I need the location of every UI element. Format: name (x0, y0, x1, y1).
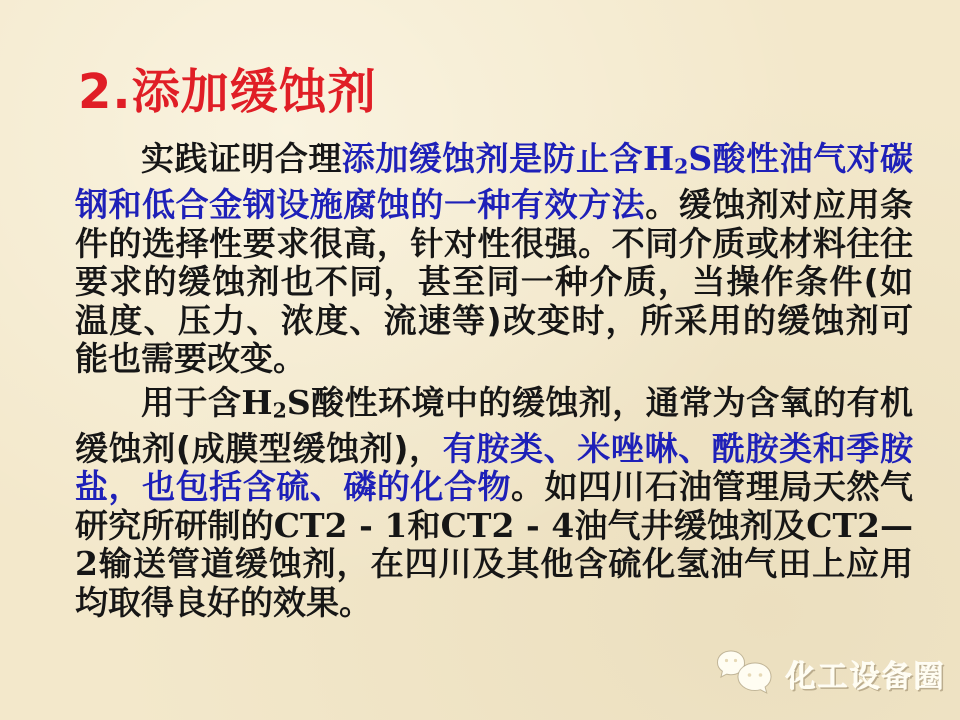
paragraph (75, 140, 913, 379)
wechat-icon (716, 650, 776, 698)
text-segment: 油气井缓蚀剂及 (574, 505, 807, 545)
text-segment: 用于含 (141, 382, 242, 422)
watermark (716, 650, 946, 698)
paragraph (75, 384, 913, 623)
text-segment: 。缓蚀剂对应用条件的选择性要求很高，针对性很强。不同介质或材料往往要求的缓蚀剂也不同，甚至同一种介质，当操作条件(如温度、压力、浓度、流速等)改变时，所采用的缓蚀剂可能也需要改变。 (75, 185, 914, 379)
slide-body (75, 140, 913, 622)
text-segment: 有胺类、米唑啉、酰胺类和季胺盐，也包括含硫、磷的化合物 (75, 428, 913, 507)
text-segment: CT2—2 (75, 505, 914, 584)
text-segment: S (286, 382, 311, 422)
watermark-label: 化工设备圈 (786, 660, 946, 695)
text-segment: 添加缓蚀剂是防止含 (341, 139, 643, 178)
text-segment: 。如四川石油管理局天然气研究所研制的 (75, 467, 914, 545)
text-segment: S (688, 139, 713, 178)
text-segment: CT2 - 1 (273, 505, 408, 545)
text-segment: CT2 - 4 (440, 505, 575, 545)
text-segment: H (642, 139, 675, 178)
text-segment: 2 (674, 154, 689, 179)
text-segment: H (241, 382, 273, 422)
text-segment: 酸性环境中的缓蚀剂，通常为含氧的有机缓蚀剂(成膜型缓蚀剂)， (75, 382, 913, 468)
text-segment: 和 (407, 505, 441, 545)
text-segment: 2 (272, 398, 287, 423)
text-segment: 实践证明合理 (141, 139, 342, 178)
slide-title: 2.添加缓蚀剂 (78, 64, 377, 120)
text-segment: 酸性油气对碳钢和低合金钢设施腐蚀的一种有效方法 (75, 139, 914, 225)
text-segment: 输送管道缓蚀剂，在四川及其他含硫化氢油气田上应用均取得良好的效果。 (75, 544, 913, 622)
